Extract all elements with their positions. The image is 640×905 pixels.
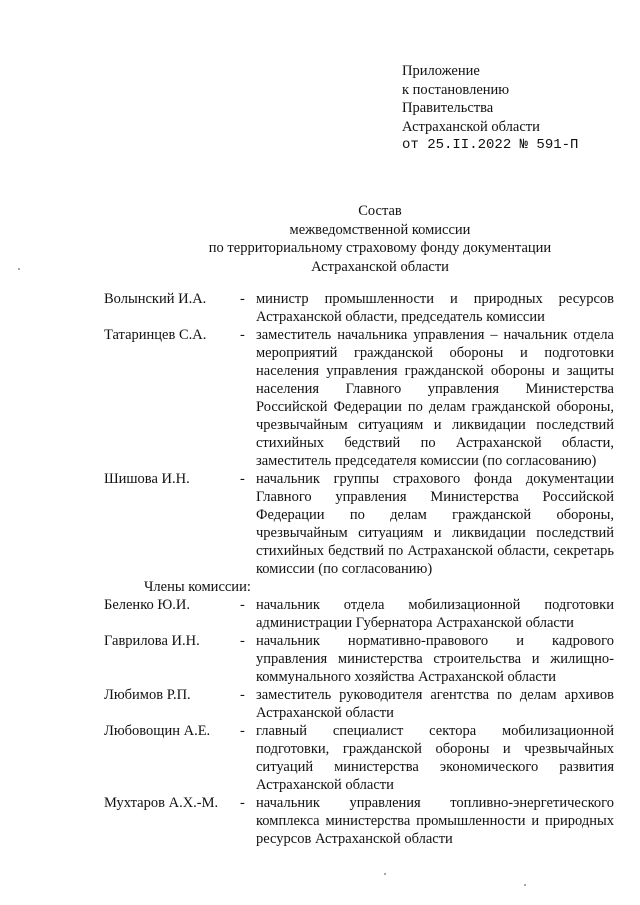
dash-separator: - [240,795,245,811]
dash-separator: - [240,471,245,487]
member-name: Любимов Р.П. [104,687,191,703]
appendix-line: Правительства [402,100,494,116]
title-line: Астраханской области [311,258,449,275]
member-name: Беленко Ю.И. [104,597,191,613]
title-line: по территориальному страховому фонду документации [208,240,552,256]
member-name: Мухтаров А.Х.-М. [104,795,219,811]
dash-separator: - [240,687,245,703]
title-line: Состав [358,203,402,219]
appendix-block [402,62,578,155]
dash-separator: - [240,597,245,613]
member-position: начальник отдела мобилизационной подготовки администрации Губернатора Астраханской области [256,597,614,631]
title-line: межведомственной комиссии [289,221,471,238]
member-name: Татаринцев С.А. [104,327,207,343]
member-position: заместитель руководителя агентства по делам архивов Астраханской области [256,687,614,721]
list-item [104,470,614,578]
list-item [104,632,614,686]
member-name: Любовощин А.Е. [104,723,211,739]
member-name: Шишова И.Н. [104,471,190,487]
list-item [104,326,614,470]
list-item [104,686,614,722]
appendix-date-line: от 25.II.2022 № 591-П [402,137,579,153]
dash-separator: - [240,723,245,739]
member-position: заместитель начальника управления – начальник отдела мероприятий гражданской обороны и подготовки населения управления гражданской обороны и защиты населения Главного управления Министерства Российской Федерации по делам гражданской обороны, чрезвычайным ситуациям и ликвидации последствий стихийных бедствий по Астраханской области, заместитель председателя комиссии (по согласованию) [256,327,614,469]
document-title [160,202,600,276]
member-name: Волынский И.А. [104,291,207,307]
appendix-line: Приложение [402,63,480,79]
member-position: начальник управления топливно-энергетического комплекса министерства промышленности и природных ресурсов Астраханской области [256,795,614,847]
scan-speck [524,884,526,886]
list-item [104,794,614,848]
appendix-line: Астраханской области [402,118,540,135]
members-label: Члены комиссии: [144,579,251,595]
member-position: начальник группы страхового фонда документации Главного управления Министерства Российской Федерации по делам гражданской обороны, чрезвычайным ситуациям и ликвидации последствий стихийных бедствий по Астраханской области, секретарь комиссии (по согласованию) [256,471,614,577]
member-name: Гаврилова И.Н. [104,633,200,649]
scan-speck [384,873,386,875]
list-item [104,290,614,326]
member-position: министр промышленности и природных ресурсов Астраханской области, председатель комиссии [256,291,614,325]
list-item [104,722,614,794]
list-item [104,596,614,632]
dash-separator: - [240,327,245,343]
scan-speck [18,268,20,270]
appendix-line: к постановлению [402,81,510,98]
commission-list [104,290,614,848]
member-position: начальник нормативно-правового и кадрового управления министерства строительства и жилищно-коммунального хозяйства Астраханской области [256,633,614,685]
dash-separator: - [240,633,245,649]
dash-separator: - [240,291,245,307]
member-position: главный специалист сектора мобилизационной подготовки, гражданской обороны и чрезвычайных ситуаций министерства экономического развития Астраханской области [256,723,614,793]
